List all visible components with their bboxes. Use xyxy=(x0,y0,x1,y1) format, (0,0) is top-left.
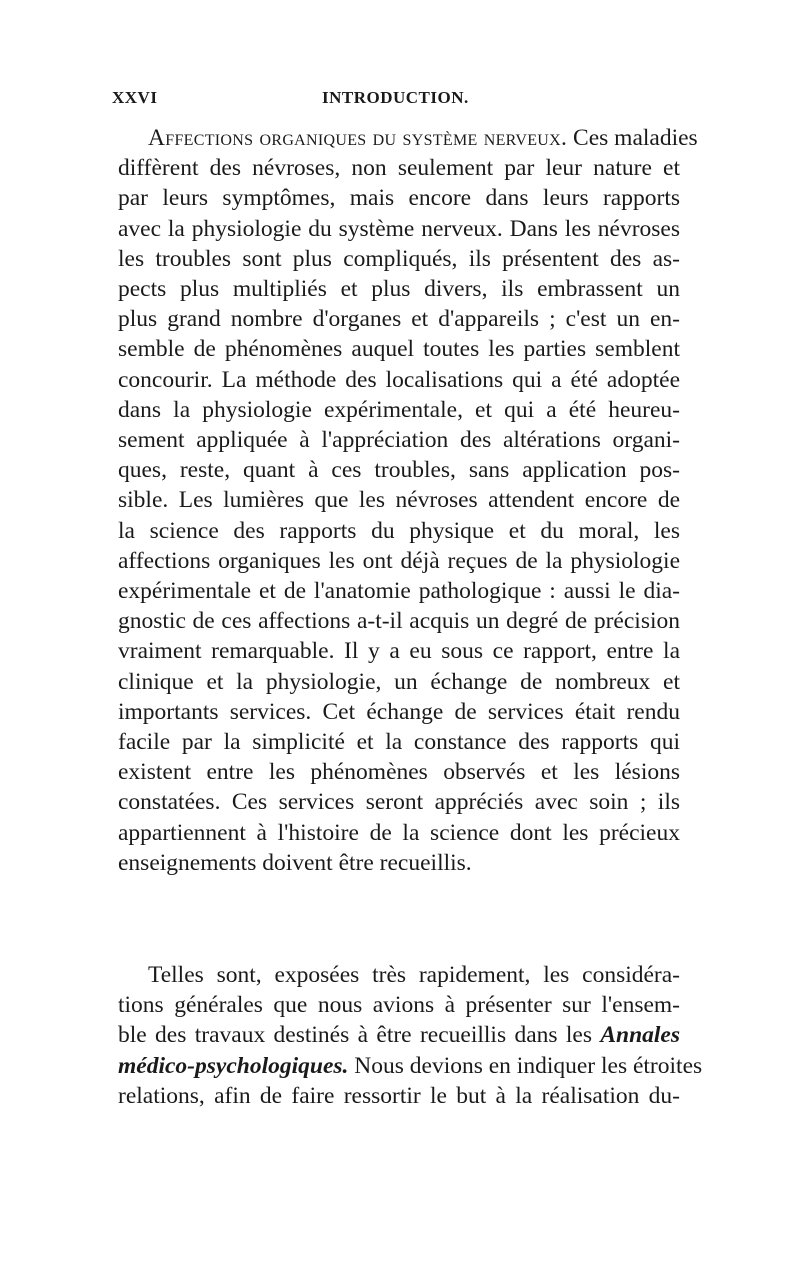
text-line: semble de phénomènes auquel toutes les parties semblent xyxy=(118,336,680,363)
text-line xyxy=(118,1051,703,1081)
text-line: importants services. Cet échange de services était rendu xyxy=(118,698,680,725)
section-heading: Affections organiques du système nerveux. xyxy=(148,125,568,151)
text-line: les troubles sont plus compliqués, ils présentent des as- xyxy=(118,245,680,272)
paragraph-conclusion xyxy=(118,960,703,1111)
text-line: tions générales que nous avions à présenter sur l'ensem- xyxy=(118,992,680,1019)
text-line xyxy=(118,123,698,153)
text-line: affections organiques les ont déjà reçues de la physiologie xyxy=(118,547,680,574)
text-line: sible. Les lumières que les névroses attendent encore de xyxy=(118,487,680,514)
text-line: par leurs symptômes, mais encore dans leurs rapports xyxy=(118,185,680,212)
running-head xyxy=(112,88,682,112)
text-line: expérimentale et de l'anatomie pathologique : aussi le dia- xyxy=(118,578,680,605)
text-line: sement appliquée à l'appréciation des altérations organi- xyxy=(118,427,680,454)
text-line xyxy=(118,1020,680,1050)
text-line: concourir. La méthode des localisations qui a été adoptée xyxy=(118,366,680,393)
text-line: la science des rapports du physique et du moral, les xyxy=(118,517,680,544)
text-line-part: Ces maladies xyxy=(567,125,698,151)
text-line: appartiennent à l'histoire de la science dont les précieux xyxy=(118,819,680,846)
text-line: pects plus multipliés et plus divers, ils embrassent un xyxy=(118,276,680,303)
paragraph-organic-affections xyxy=(118,123,698,878)
text-line: avec la physiologie du système nerveux. Dans les névroses xyxy=(118,215,680,242)
text-line: constatées. Ces services seront appréciés avec soin ; ils xyxy=(118,789,680,816)
text-line: existent entre les phénomènes observés et les lésions xyxy=(118,759,680,786)
text-line: enseignements doivent être recueillis. xyxy=(118,849,472,876)
journal-title-part1: Annales xyxy=(600,1022,680,1049)
text-line: clinique et la physiologie, un échange de nombreux et xyxy=(118,668,680,695)
text-line: relations, afin de faire ressortir le but à la réalisation du- xyxy=(118,1082,680,1109)
page-number: XXVI xyxy=(112,88,158,107)
text-line: gnostic de ces affections a-t-il acquis un degré de précision xyxy=(118,608,680,635)
text-line: plus grand nombre d'organes et d'appareils ; c'est un en- xyxy=(118,306,680,333)
journal-title-part2: médico-psychologiques. xyxy=(118,1052,349,1079)
text-line-part: ble des travaux destinés à être recueillis dans les xyxy=(118,1022,601,1049)
text-line: vraiment remarquable. Il y a eu sous ce rapport, entre la xyxy=(118,638,680,665)
text-line: facile par la simplicité et la constance des rapports qui xyxy=(118,729,680,756)
text-line: Telles sont, exposées très rapidement, les considéra- xyxy=(148,962,680,988)
text-line-part: Nous devions en indiquer les étroites xyxy=(348,1052,703,1079)
running-title: INTRODUCTION. xyxy=(322,88,469,107)
text-line: diffèrent des névroses, non seulement par leur nature et xyxy=(118,155,680,182)
text-line: dans la physiologie expérimentale, et qui a été heureu- xyxy=(118,396,680,423)
text-line: ques, reste, quant à ces troubles, sans application pos- xyxy=(118,457,680,484)
